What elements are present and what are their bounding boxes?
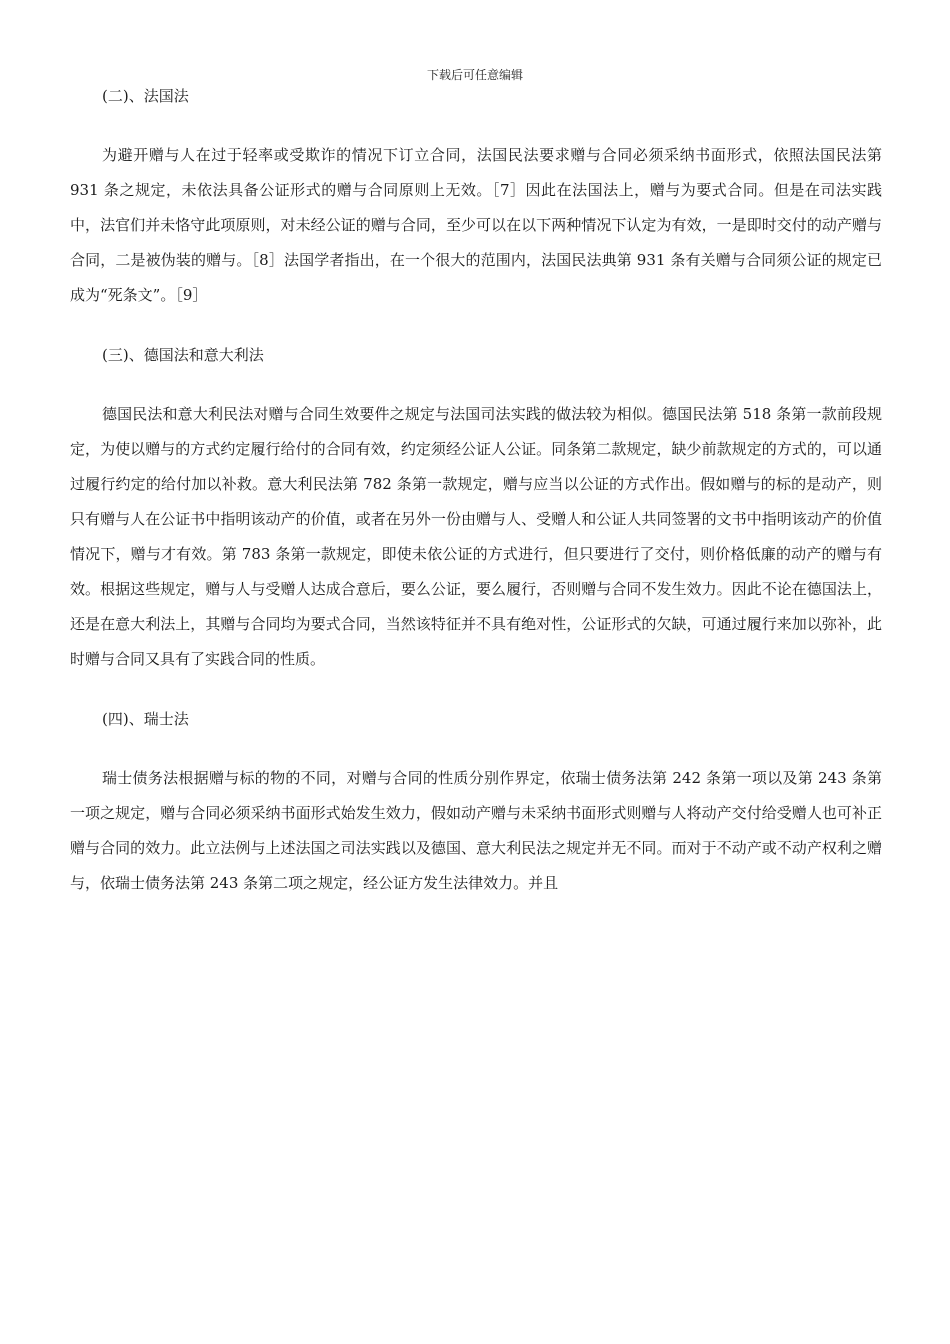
body-paragraph: 瑞士债务法根据赠与标的物的不同，对赠与合同的性质分别作界定，依瑞士债务法第 242 条第一项以及第 243 条第一项之规定，赠与合同必须采纳书面形式始发生效力，假如动产赠与未采纳书面形式则赠与人将动产交付给受赠人也可补正赠与合同的效力。此立法例与上述法国之司法实践以及德国、意大利民法之规定并无不同。而对于不动产或不动产权利之赠与，依瑞士债务法第 243 条第二项之规定，经公证方发生法律效力。并且 [70,769,882,892]
section-heading: (四)、瑞士法 [102,710,189,728]
document-body [70,76,882,901]
section-heading: (二)、法国法 [102,87,189,105]
body-paragraph: 德国民法和意大利民法对赠与合同生效要件之规定与法国司法实践的做法较为相似。德国民法第 518 条第一款前段规定，为使以赠与的方式约定履行给付的合同有效，约定须经公证人公证。同条第二款规定，缺少前款规定的方式的，可以通过履行约定的给付加以补救。意大利民法第 782 条第一款规定，赠与应当以公证的方式作出。假如赠与的标的是动产，则只有赠与人在公证书中指明该动产的价值，或者在另外一份由赠与人、受赠人和公证人共同签署的文书中指明该动产的价值情况下，赠与才有效。第 783 条第一款规定，即使未依公证的方式进行，但只要进行了交付，则价格低廉的动产的赠与有效。根据这些规定，赠与人与受赠人达成合意后，要么公证，要么履行，否则赠与合同不发生效力。因此不论在德国法上，还是在意大利法上，其赠与合同均为要式合同，当然该特征并不具有绝对性，公证形式的欠缺，可通过履行来加以弥补，此时赠与合同又具有了实践合同的性质。 [70,405,882,668]
section-heading: (三)、德国法和意大利法 [102,346,264,364]
section-swiss-law [70,709,882,901]
section-german-italian-law [70,345,882,677]
body-paragraph: 为避开赠与人在过于轻率或受欺诈的情况下订立合同，法国民法要求赠与合同必须采纳书面形式，依照法国民法第 931 条之规定，未依法具备公证形式的赠与合同原则上无效。［7］因此在法国法上，赠与为要式合同。但是在司法实践中，法官们并未恪守此项原则，对未经公证的赠与合同，至少可以在以下两种情况下认定为有效，一是即时交付的动产赠与合同，二是被伪装的赠与。［8］法国学者指出，在一个很大的范围内，法国民法典第 931 条有关赠与合同须公证的规定已成为“死条文”。［9］ [70,146,882,304]
section-french-law [70,86,882,313]
page-header-note: 下载后可任意编辑 [426,68,523,82]
